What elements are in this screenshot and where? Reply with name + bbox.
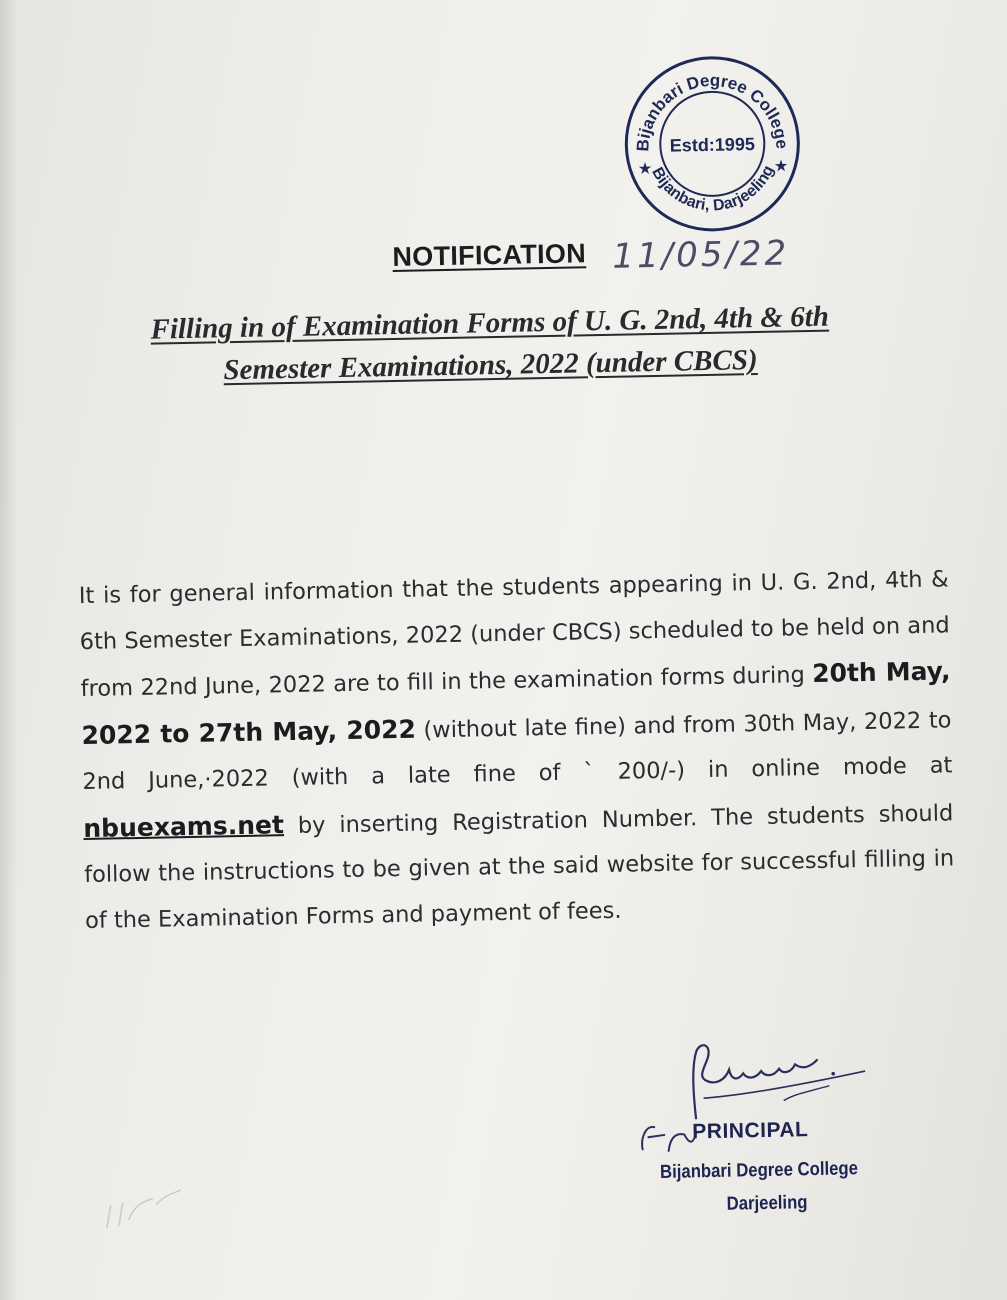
subject-heading xyxy=(109,295,870,394)
form-dates: 20th May, 2022 to 27th May, 2022 xyxy=(81,656,951,750)
body-part-3: by inserting Registration Number. The students should follow the instructions to be given at the said website for successful filling in of the Examination Forms and payment of fees. xyxy=(83,799,955,934)
body-part-1: It is for general information that the students appearing in U. G. 2nd, 4th & 6th Semester Examinations, 2022 (under CBCS) scheduled to be held on and from 22nd June, 2022 are to fill in the examination forms during xyxy=(78,566,950,703)
seal-top-text: Bijanbari Degree College xyxy=(633,70,792,152)
seal-center-text: Estd:1995 xyxy=(669,134,756,156)
subject-line-2: Semester Examinations, 2022 (under CBCS) xyxy=(223,344,758,387)
handwritten-date-text: 11/05/22 xyxy=(612,233,790,277)
signature-role: PRINCIPAL xyxy=(692,1118,809,1144)
signature-place: Darjeeling xyxy=(726,1192,808,1215)
seal-star-icon: ★ xyxy=(774,157,788,174)
website-link[interactable]: nbuexams.net xyxy=(83,809,285,843)
subject-line-1: Filling in of Examination Forms of U. G. 2nd, 4th & 6th xyxy=(150,300,830,346)
college-seal xyxy=(621,52,804,235)
signature-college: Bijanbari Degree College xyxy=(659,1158,859,1184)
seal-bottom-text: Bijanbari, Darjeeling xyxy=(648,162,778,215)
handwritten-date xyxy=(610,226,801,280)
seal-star-icon: ★ xyxy=(638,160,652,177)
notification-title: NOTIFICATION xyxy=(392,238,587,272)
notice-body xyxy=(78,557,955,944)
body-part-2: (without late fine) and from 30th May, 2022 to 2nd June,·2022 (with a late fine of ` 200/-) in online mode at xyxy=(82,706,953,796)
faint-ink-mark xyxy=(100,1174,191,1236)
